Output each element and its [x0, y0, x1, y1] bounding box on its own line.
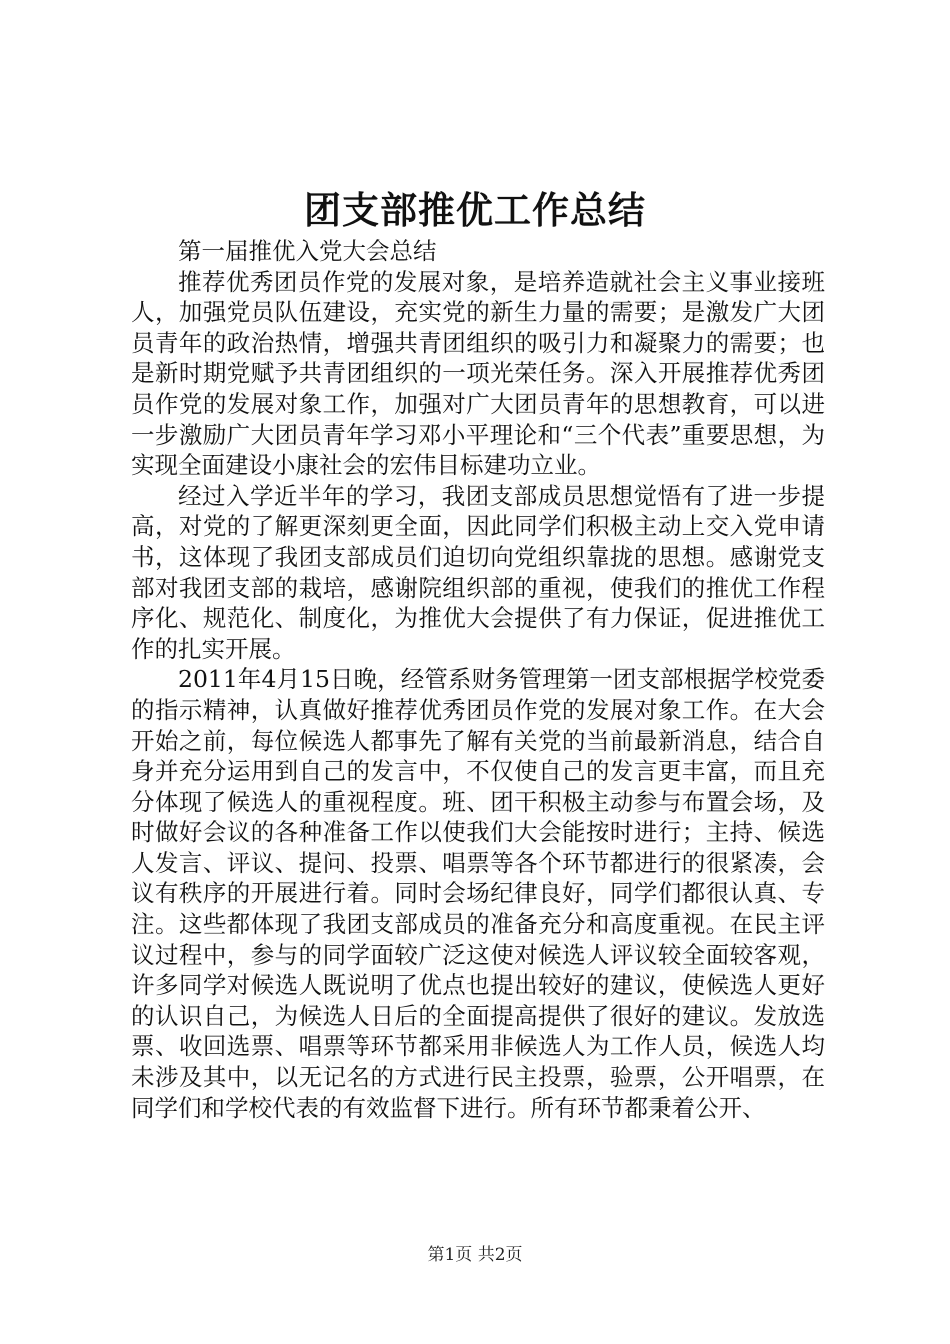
- page-number-footer: 第1页 共2页: [427, 1245, 523, 1265]
- document-subtitle: 第一届推优入党大会总结: [178, 237, 437, 265]
- paragraph-2: 经过入学近半年的学习，我团支部成员思想觉悟有了进一步提高，对党的了解更深刻更全面，因此同学们积极主动上交入党申请书，这体现了我团支部成员们迫切向党组织靠拢的思想。感谢党支部对我团支部的栽培，感谢院组织部的重视，使我们的推优工作程序化、规范化、制度化，为推优大会提供了有力保证，促进推优工作的扎实开展。: [131, 481, 825, 663]
- paragraph-1: 推荐优秀团员作党的发展对象，是培养造就社会主义事业接班人，加强党员队伍建设，充实党的新生力量的需要；是激发广大团员青年的政治热情，增强共青团组织的吸引力和凝聚力的需要；也是新时期党赋予共青团组织的一项光荣任务。深入开展推荐优秀团员作党的发展对象工作，加强对广大团员青年的思想教育，可以进一步激励广大团员青年学习邓小平理论和“三个代表”重要思想，为实现全面建设小康社会的宏伟目标建功立业。: [131, 267, 825, 480]
- document-body: [131, 236, 825, 1123]
- paragraph-3: 2011年4月15日晚，经管系财务管理第一团支部根据学校党委的指示精神，认真做好推荐优秀团员作党的发展对象工作。在大会开始之前，每位候选人都事先了解有关党的当前最新消息，结合自身并充分运用到自己的发言中，不仅使自己的发言更丰富，而且充分体现了候选人的重视程度。班、团干积极主动参与布置会场，及时做好会议的各种准备工作以使我们大会能按时进行；主持、候选人发言、评议、提问、投票、唱票等各个环节都进行的很紧凑，会议有秩序的开展进行着。同时会场纪律良好，同学们都很认真、专注。这些都体现了我团支部成员的准备充分和高度重视。在民主评议过程中，参与的同学面较广泛这使对候选人评议较全面较客观，许多同学对候选人既说明了优点也提出较好的建议，使候选人更好的认识自己，为候选人日后的全面提高提供了很好的建议。发放选票、收回选票、唱票等环节都采用非候选人为工作人员，候选人均未涉及其中，以无记名的方式进行民主投票，验票，公开唱票，在同学们和学校代表的有效监督下进行。所有环节都秉着公开、: [131, 665, 825, 1122]
- document-title: 团支部推优工作总结: [304, 188, 646, 232]
